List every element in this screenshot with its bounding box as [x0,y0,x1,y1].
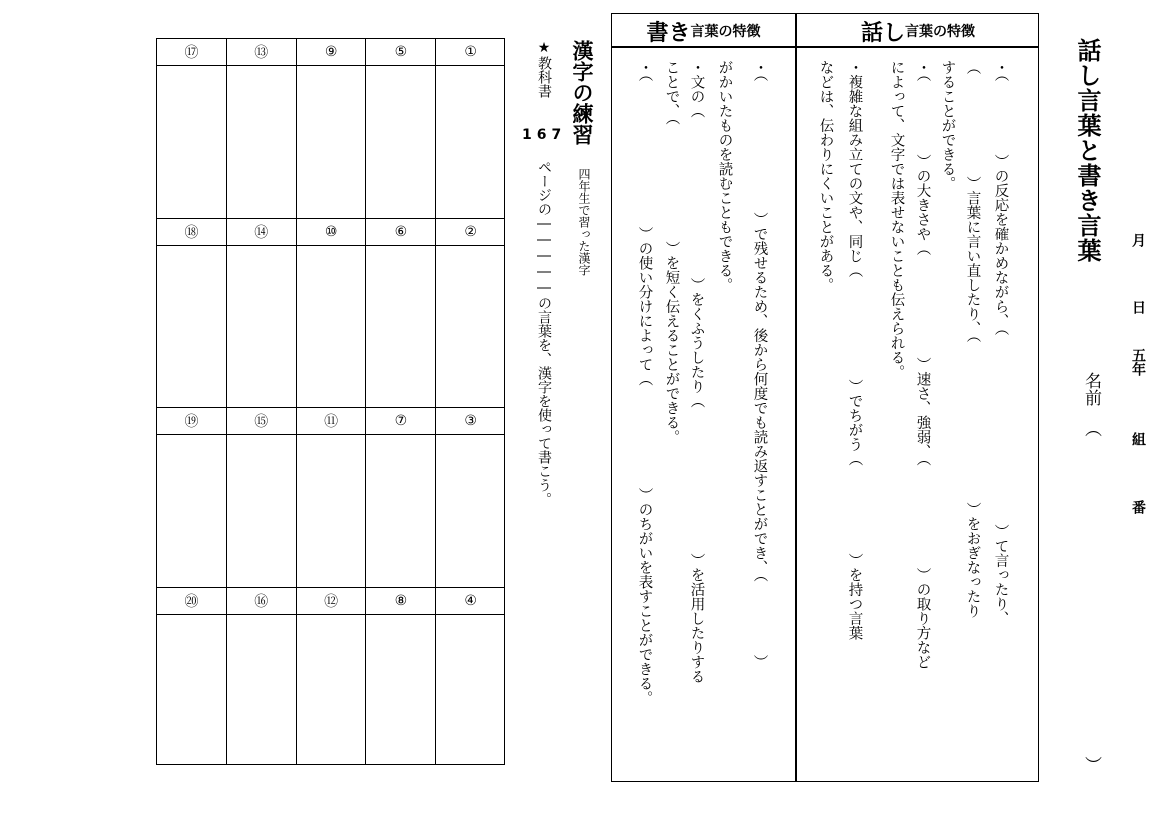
answer-box-header-line [297,614,366,615]
answer-box[interactable] [365,218,435,407]
name-label: 名前 [1081,372,1101,406]
answer-box-header-line [436,65,504,66]
write-line: ことで、（ ）を短く伝えることができる。 [663,60,680,445]
write-line: ・（ ）の使い分けによって（ ）のちがいを表すことができる。 [636,60,653,706]
answer-box-header-line [227,65,296,66]
answer-box-header-line [297,65,366,66]
write-line: ・文の（ ）をくふうしたり（ ）を活用したりする [688,60,705,684]
answer-box-header-line [157,245,226,246]
answer-box[interactable] [296,218,366,407]
answer-box-number: ⑯ [254,593,269,610]
write-header-big: 書き [646,20,691,46]
answer-box-number: ⑱ [184,224,199,241]
answer-box[interactable] [296,38,366,218]
answer-box[interactable] [365,38,435,218]
number-label: 番 [1130,500,1146,514]
answer-box[interactable] [435,38,505,218]
answer-box[interactable] [226,407,296,587]
answer-box-header-line [436,245,504,246]
speak-line: ・（ ）の大きさや（ ）速さ、強弱、（ ）の取り方など [914,60,931,669]
grade-label: 五年 [1130,348,1146,376]
speak-line: することができる。 [939,60,956,191]
table-divider [795,13,797,782]
speak-header [797,16,1039,46]
answer-box[interactable] [435,407,505,587]
answer-box-header-line [297,434,366,435]
answer-box-number: ⑰ [184,44,199,61]
answer-box[interactable] [435,218,505,407]
class-label: 組 [1130,432,1146,446]
speak-line: ・複雑な組み立ての文や、同じ（ ）でちがう（ ）を持つ言葉 [846,60,863,640]
answer-box-header-line [157,614,226,615]
answer-box[interactable] [156,407,226,587]
answer-box[interactable] [226,38,296,218]
answer-box[interactable] [156,587,226,765]
answer-box-number: ① [464,43,477,60]
answer-box-number: ⑩ [324,223,338,240]
answer-box-number: ⑦ [394,412,408,429]
answer-box-number: ③ [464,412,477,429]
speak-line: （ ）言葉に言い直したり、（ ）をおぎなったり [964,60,981,619]
answer-box-number: ⑤ [394,43,408,60]
write-header-small: 言葉の特徴 [690,24,761,40]
write-line: がかいたものを読むこともできる。 [716,60,733,292]
speak-line: などは、伝わりにくいことがある。 [817,60,834,292]
answer-box[interactable] [435,587,505,765]
answer-box-number: ⑲ [184,413,199,430]
answer-box[interactable] [156,218,226,407]
answer-box-number: ⑭ [254,224,269,241]
answer-box[interactable] [365,587,435,765]
answer-box-number: ⑮ [254,413,269,430]
answer-box-header-line [366,65,435,66]
answer-box[interactable] [296,407,366,587]
answer-box-number: ⑥ [394,223,408,240]
answer-box-header-line [436,434,504,435]
month-label: 月 [1130,233,1146,247]
speak-line: によって、文字では表せないことも伝えられる。 [888,60,905,379]
answer-box[interactable] [226,587,296,765]
instruction-text: ページの―――――の言葉を、漢字を使って書こう。 [536,160,552,506]
kanji-practice-subtitle: 四年生で習った漢字 [577,168,591,276]
answer-box-header-line [157,65,226,66]
answer-box-number: ④ [464,592,477,609]
answer-box[interactable] [156,38,226,218]
answer-box-header-line [366,614,435,615]
answer-box-number: ⑪ [324,413,339,430]
write-header [612,16,795,46]
kanji-grid [156,38,505,765]
name-paren-open: （ [1081,420,1101,437]
answer-box-number: ② [464,223,477,240]
answer-box-header-line [366,434,435,435]
answer-box-number: ⑬ [254,44,269,61]
answer-box-number: ⑧ [394,592,408,609]
speak-header-small: 言葉の特徴 [905,24,975,40]
answer-box-header-line [227,614,296,615]
answer-box-number: ⑨ [324,43,338,60]
write-line: ・（ ）で残せるため、後から何度でも読み返すことができ、（ ） [751,60,768,669]
answer-box[interactable] [226,218,296,407]
answer-box-header-line [436,614,504,615]
answer-box-header-line [366,245,435,246]
speak-line: ・（ ）の反応を確かめながら、（ ）て言ったり、 [992,60,1009,626]
answer-box-header-line [227,434,296,435]
answer-box-number: ⑳ [184,593,199,610]
kanji-practice-title: 漢字の練習 [570,40,594,145]
page-title: 話し言葉と書き言葉 [1073,38,1101,263]
page-number: 167 [522,127,567,143]
answer-box[interactable] [296,587,366,765]
answer-box-number: ⑫ [324,593,339,610]
day-label: 日 [1130,300,1146,314]
speak-header-big: 話し [860,20,905,46]
textbook-label: ★教科書 [536,40,552,98]
name-paren-close: ） [1081,756,1101,773]
answer-box-header-line [297,245,366,246]
answer-box-header-line [157,434,226,435]
answer-box-header-line [227,245,296,246]
answer-box[interactable] [365,407,435,587]
